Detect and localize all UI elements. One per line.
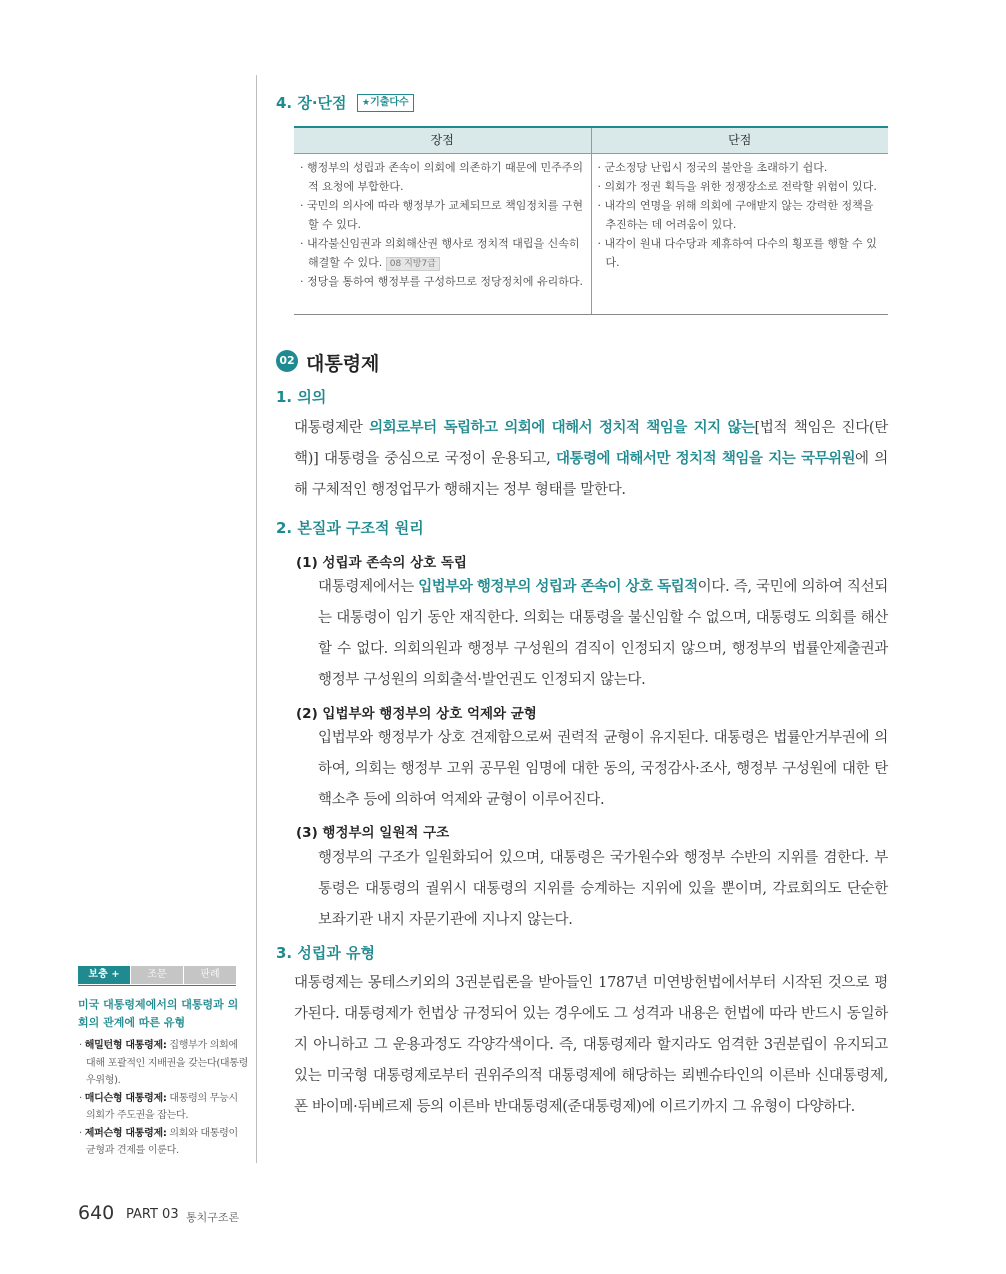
part-label: PART 03 <box>126 1207 179 1222</box>
part-title: 통치구조론 <box>186 1211 240 1224</box>
list-item: · 군소정당 난립시 정국의 불안을 초래하기 쉽다. <box>596 158 885 177</box>
paragraph-independence: 대통령제에서는 입법부와 행정부의 성립과 존속이 상호 독립적이다. 즉, 국민에 의하여 직선되는 대통령이 임기 동안 재직한다. 의회는 대통령을 불신임할 수 없으며, 대통령도 의회를 해산할 수 없다. 의회의원과 행정부 구성원의 겸직이 인정되지 않으며, 행정부의 법률안제출권과 행정부 구성원의 의회출석·발언권도 인정되지 않는다. <box>318 579 889 688</box>
paragraph-meaning: 대통령제란 의회로부터 독립하고 의회에 대해서 정치적 책임을 지지 않는[법적 책임은 진다(탄핵)] 대통령을 중심으로 국정이 운용되고, 대통령에 대해서만 정치적 책임을 지는 국무위원에 의해 구체적인 행정업무가 행해지는 정부 형태를 말한다. <box>294 420 888 498</box>
section-number-badge: 02 <box>276 350 298 372</box>
header-pros: 장점 <box>294 128 592 153</box>
exam-year-tag: 08 지방7급 <box>386 257 440 271</box>
tab-articles: 조문 <box>130 966 183 984</box>
pros-column <box>294 154 592 314</box>
list-item: · 국민의 의사에 따라 행정부가 교체되므로 책임정치를 구현할 수 있다. <box>298 196 587 234</box>
table-header <box>294 128 888 154</box>
table-body <box>294 154 888 314</box>
heading-meaning: 1. 의의 <box>276 388 327 406</box>
tab-cases: 판례 <box>183 966 236 984</box>
list-item: · 내각불신임권과 의회해산권 행사로 정치적 대립을 신속히 해결할 수 있다. 08 지방7급 <box>298 234 587 272</box>
paragraph-unitary-executive: 행정부의 구조가 일원화되어 있으며, 대통령은 국가원수와 행정부 수반의 지위를 겸한다. 부통령은 대통령의 궐위시 대통령의 지위를 승계하는 지위에 있을 뿐이며, 각료회의도 단순한 보좌기관 내지 자문기관에 지나지 않는다. <box>318 850 888 928</box>
heading-origin-types: 3. 성립과 유형 <box>276 944 376 962</box>
sidebar-list <box>78 1037 248 1160</box>
star-icon: ★ <box>362 98 371 108</box>
section-heading-pros-cons: 4. 장·단점 <box>276 94 347 112</box>
list-item: · 정당을 통하여 행정부를 구성하므로 정당정치에 유리하다. <box>298 272 587 291</box>
list-item: · 내각의 연명을 위해 의회에 구애받지 않는 강력한 정책을 추진하는 데 어려움이 있다. <box>596 196 885 234</box>
sidebar-divider <box>78 985 236 986</box>
sidebar-tabs <box>78 966 236 984</box>
subheading-checks-balances: (2) 입법부와 행정부의 상호 억제와 균형 <box>296 706 537 722</box>
paragraph-origin-types: 대통령제는 몽테스키외의 3권분립론을 받아들인 1787년 미연방헌법에서부터 시작된 것으로 평가된다. 대통령제가 헌법상 규정되어 있는 경우에도 그 성격과 내용은 헌법에 따라 반드시 동일하지 아니하고 그 운용과정도 각양각색이다. 즉, 대통령제라 할지라도 엄격한 3권분립이 유지되고 있는 미국형 대통령제로부터 권위주의적 대통령제에 해당하는 뢰벤슈타인의 이른바 신대통령제, 폰 바이메·뒤베르제 등의 이른바 반대통령제(준대통령제)에 이르기까지 그 유형이 다양하다. <box>294 975 888 1115</box>
list-item: · 제퍼슨형 대통령제: 의회와 대통령이 균형과 견제를 이룬다. <box>78 1125 248 1160</box>
page-number: 640 <box>78 1202 115 1224</box>
list-item: · 행정부의 성립과 존속이 의회에 의존하기 때문에 민주주의적 요청에 부합한다. <box>298 158 587 196</box>
list-item: · 해밀턴형 대통령제: 집행부가 의회에 대해 포괄적인 지배권을 갖는다(대통령 우위형). <box>78 1037 248 1090</box>
pros-cons-table <box>294 126 888 315</box>
paragraph-checks-balances: 입법부와 행정부가 상호 견제함으로써 권력적 균형이 유지된다. 대통령은 법률안거부권에 의하여, 의회는 행정부 고위 공무원 임명에 대한 동의, 국정감사·조사, 행정부 구성원에 대한 탄핵소추 등에 의하여 억제와 균형이 이루어진다. <box>318 730 888 808</box>
heading-principles: 2. 본질과 구조적 원리 <box>276 519 424 537</box>
column-divider <box>256 75 257 1163</box>
frequent-exam-badge: ★기출다수 <box>357 94 414 112</box>
list-item: · 의회가 정권 획득을 위한 정쟁장소로 전락할 위험이 있다. <box>596 177 885 196</box>
chapter-title: 대통령제 <box>306 353 380 375</box>
sidebar-title: 미국 대통령제에서의 대통령과 의회의 관계에 따른 유형 <box>78 998 239 1029</box>
tab-supplement: 보충 + <box>78 966 130 984</box>
subheading-unitary-executive: (3) 행정부의 일원적 구조 <box>296 825 450 841</box>
subheading-independence: (1) 성립과 존속의 상호 독립 <box>296 555 467 571</box>
cons-column <box>592 154 889 314</box>
list-item: · 매디슨형 대통령제: 대통령의 무능시 의회가 주도권을 잡는다. <box>78 1090 248 1125</box>
list-item: · 내각이 원내 다수당과 제휴하여 다수의 횡포를 행할 수 있다. <box>596 234 885 272</box>
header-cons: 단점 <box>728 133 752 147</box>
